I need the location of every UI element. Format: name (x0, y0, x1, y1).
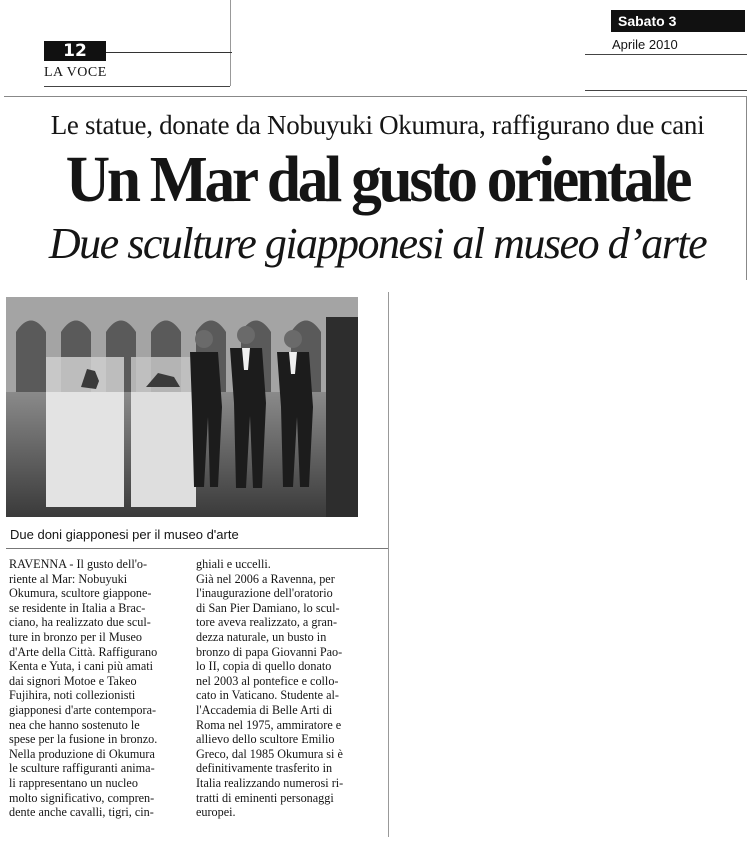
text-line: se residente in Italia a Brac- (9, 600, 146, 615)
header-rule (106, 52, 232, 53)
text-line: ciano, ha realizzato due scul- (9, 615, 151, 630)
text-line: bronzo di papa Giovanni Pao- (196, 644, 343, 659)
text-line: allievo dello scultore Emilio (196, 732, 335, 747)
photo-caption: Due doni giapponesi per il museo d'arte (10, 527, 239, 542)
text-line: ture in bronzo per il Museo (9, 629, 143, 644)
text-line: ghiali e uccelli. (196, 557, 271, 571)
caption-rule (6, 548, 388, 549)
text-line: giapponesi d'arte contempora- (9, 702, 157, 717)
text-line: le sculture raffiguranti anima- (9, 761, 155, 776)
text-line: Roma nel 1975, ammiratore e (196, 717, 342, 732)
article-column-2 (196, 557, 378, 820)
date-rule (585, 54, 747, 55)
date-day: Sabato 3 (611, 10, 745, 32)
text-line: nea che hanno sostenuto le (9, 717, 140, 732)
page-number: 12 (44, 41, 106, 61)
text-line: l'inaugurazione dell'oratorio (196, 586, 333, 601)
gutter-line (230, 0, 231, 86)
text-line: tratti di eminenti personaggi (196, 790, 334, 805)
date-rule (585, 90, 747, 91)
text-line: cato in Vaticano. Studente al- (196, 688, 339, 703)
header-rule (44, 86, 230, 87)
article-subhead: Due sculture giapponesi al museo d’arte (48, 219, 707, 268)
text-line: molto significativo, compren- (9, 790, 155, 805)
text-line: Kenta e Yuta, i cani più amati (9, 659, 154, 674)
date-month-year: Aprile 2010 (612, 37, 678, 52)
text-line: nel 2003 al pontefice e collo- (196, 673, 339, 688)
article-kicker: Le statue, donate da Nobuyuki Okumura, raffigurano due cani (50, 110, 705, 140)
text-line: RAVENNA - Il gusto dell'o- (9, 557, 148, 571)
column-rule (388, 292, 389, 837)
text-line: Già nel 2006 a Ravenna, per (196, 571, 335, 586)
text-line: d'Arte della Città. Raffigurano (9, 644, 158, 659)
text-line: Greco, dal 1985 Okumura si è (196, 746, 343, 761)
article-frame (4, 96, 747, 97)
newspaper-name: LA VOCE (44, 65, 107, 80)
text-line: dai signori Motoe e Takeo (9, 673, 137, 688)
article-column-1 (9, 557, 190, 820)
text-line: l'Accademia di Belle Arti di (196, 702, 333, 717)
text-line: dezza naturale, un busto in (196, 629, 327, 644)
text-line: definitivamente trasferito in (196, 761, 333, 776)
photo-illustration (6, 297, 358, 517)
text-line: li rappresentano un nucleo (9, 775, 138, 790)
text-line: di San Pier Damiano, lo scul- (196, 600, 340, 615)
article-photo (6, 297, 358, 517)
text-line: spese per la fusione in bronzo. (9, 732, 158, 747)
text-line: Okumura, scultore giappone- (9, 586, 152, 601)
text-line: lo II, copia di quello donato (196, 659, 332, 674)
text-line: riente al Mar: Nobuyuki (9, 571, 128, 586)
text-line: Italia realizzando numerosi ri- (196, 775, 344, 790)
text-line: europei. (196, 805, 236, 820)
text-line: tore aveva realizzato, a gran- (196, 615, 338, 630)
text-line: dente anche cavalli, tigri, cin- (9, 805, 154, 820)
text-line: Fujihira, noti collezionisti (9, 688, 136, 703)
article-headline: Un Mar dal gusto orientale (65, 143, 690, 216)
text-line: Nella produzione di Okumura (9, 746, 155, 761)
